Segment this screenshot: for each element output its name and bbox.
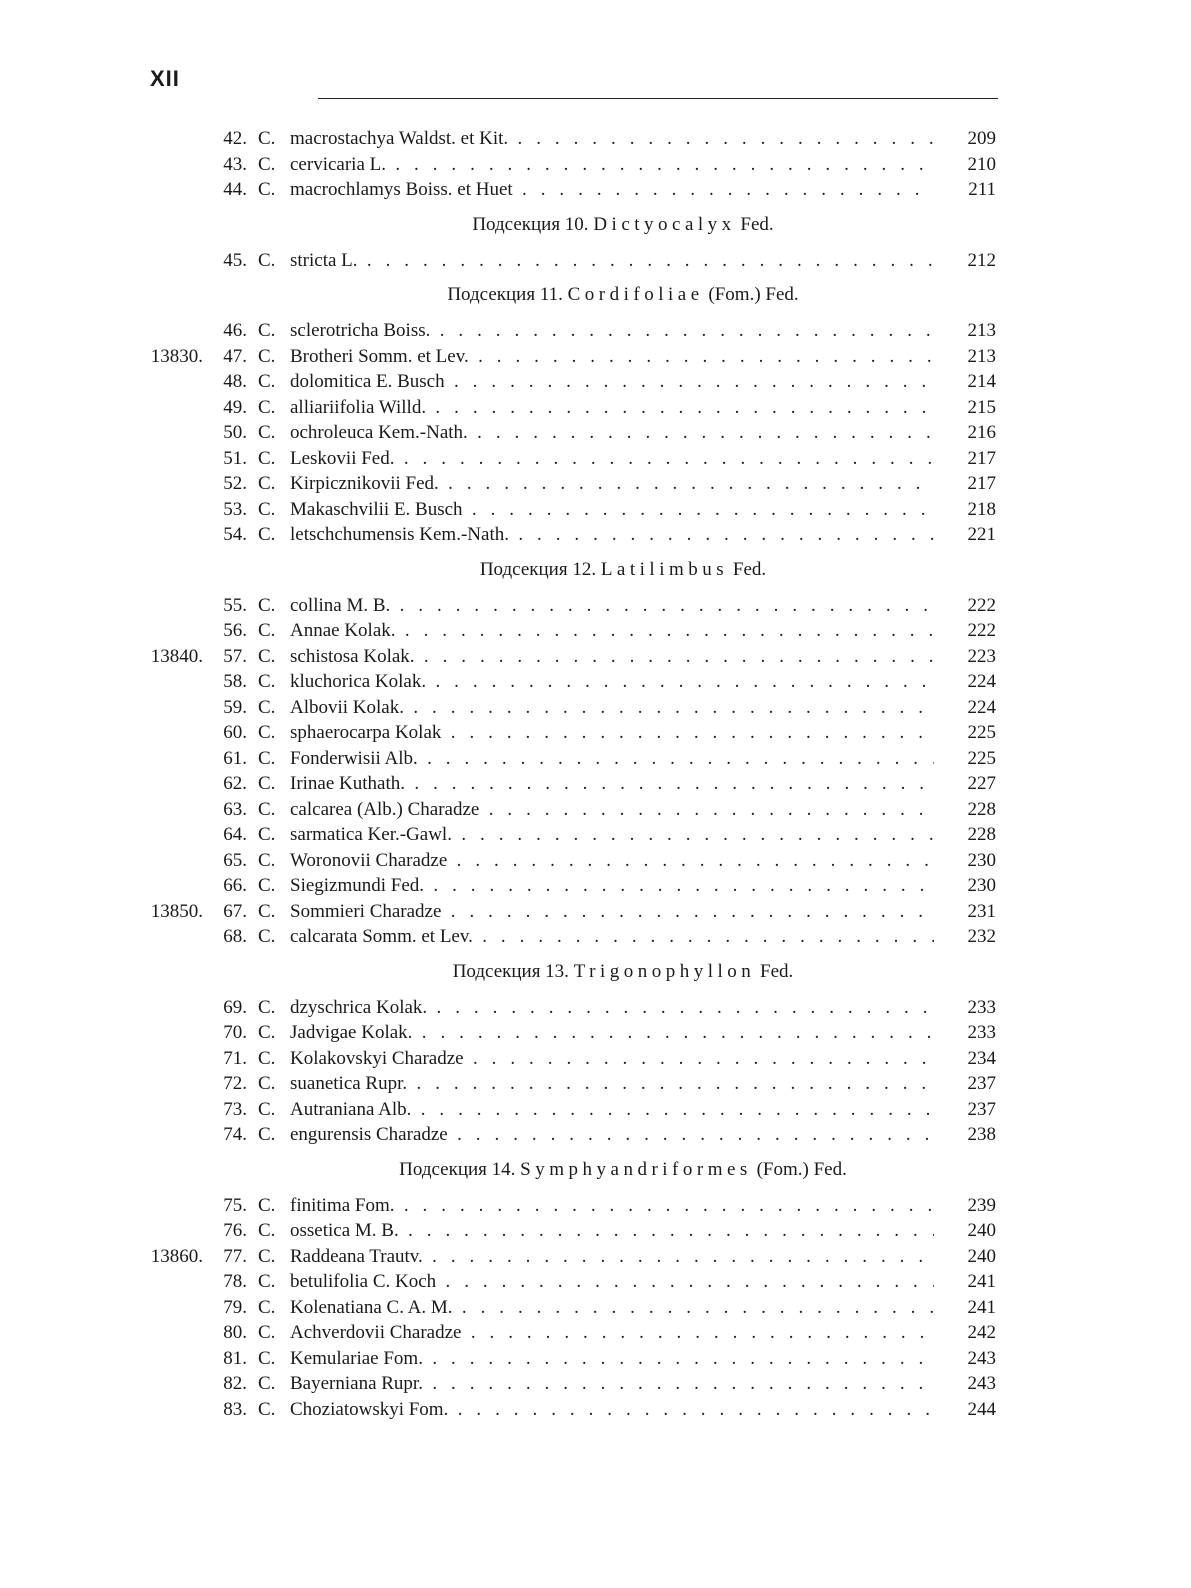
entry-number: 83. [223,1398,247,1420]
entry-species-name: Leskovii Fed. . . . [290,446,934,472]
entry-page-number: 214 [962,369,997,395]
entry-page-number: 217 [962,446,997,472]
toc-entry [0,1346,1191,1372]
entry-species-name: Raddeana Trautv. . . . [290,1244,934,1270]
toc-entry [0,1097,1191,1123]
entry-species-name: dolomitica E. Busch . . . [290,369,934,395]
entry-page-number: 237 [962,1097,997,1123]
entry-genus: C. [258,473,276,494]
entry-page-number: 242 [962,1320,997,1346]
entry-genus: C. [258,1322,276,1343]
entry-genus: C. [258,747,276,769]
entry-genus: C. [258,594,276,616]
entry-genus: C. [258,371,276,392]
toc-entry [0,1071,1191,1097]
entry-number: 49. [223,396,247,418]
toc-entry [0,1193,1191,1219]
header-rule [318,98,998,99]
entry-species-name: stricta L. . . . [290,248,934,274]
entry-number: 54. [223,524,247,545]
entry-species-name: calcarata Somm. et Lev. . . . [290,924,934,950]
entry-number: 82. [223,1373,247,1394]
entry-number: 76. [223,1220,247,1241]
entry-page-number: 222 [962,618,997,644]
entry-species-name: Sommieri Charadze . . . [290,899,934,925]
entry-species-name: suanetica Rupr. . . . [290,1071,934,1097]
entry-genus: C. [258,249,276,271]
entry-number: 59. [223,696,247,718]
entry-number: 63. [223,798,247,820]
toc-entry [0,797,1191,823]
section-prefix: Подсекция 11. [447,284,563,305]
entry-genus: C. [258,696,276,718]
toc-entry [0,995,1191,1021]
entry-number: 43. [223,153,247,175]
entry-species-name: cervicaria L. . . . [290,152,934,178]
toc-entry [0,446,1191,472]
entry-genus: C. [258,320,276,341]
entry-page-number: 224 [962,669,997,695]
entry-page-number: 230 [962,848,997,874]
entry-number: 73. [223,1098,247,1120]
entry-page-number: 211 [962,177,996,203]
entry-page-number: 233 [962,995,997,1021]
entry-species-name: Bayerniana Rupr. . . . [290,1371,934,1397]
entry-species-name: kluchorica Kolak. . . . [290,669,934,695]
toc-entry [0,720,1191,746]
entry-species-name: sarmatica Ker.-Gawl. . . . [290,822,934,848]
toc-entry [0,1269,1191,1295]
section-prefix: Подсекция 12. [479,558,597,580]
entry-species-name: Kolenatiana C. A. M. . . . [290,1295,934,1321]
toc-entry [0,848,1191,874]
entry-page-number: 238 [962,1122,997,1148]
section-heading [0,280,1191,310]
entry-species-name: Kirpicznikovii Fed. . . . [290,471,934,497]
section-name: Cordifoliae [567,284,704,305]
entry-number: 75. [223,1194,247,1216]
entry-number: 50. [223,422,247,443]
entry-page-number: 218 [962,497,997,523]
entry-species-name: Jadvigae Kolak. . . . [290,1020,934,1046]
entry-number: 60. [223,722,247,743]
entry-number: 58. [223,671,247,692]
entry-species-name: Achverdovii Charadze . . . [290,1320,934,1346]
entry-page-number: 228 [962,822,997,848]
entry-page-number: 243 [962,1371,997,1397]
toc-entry [0,924,1191,950]
entry-species-name: Fonderwisii Alb. . . . [290,746,934,772]
entry-number: 70. [223,1022,247,1043]
entry-number: 53. [223,498,247,520]
toc-entry [0,369,1191,395]
entry-genus: C. [258,849,276,871]
entry-species-name: sphaerocarpa Kolak . . . [290,720,934,746]
toc-entry [0,695,1191,721]
section-name: Symphyandriformes [520,1158,752,1180]
entry-number: 45. [223,249,247,271]
entry-number: 56. [223,620,247,641]
entry-genus: C. [258,926,276,947]
entry-genus: C. [258,1347,276,1369]
entry-number: 72. [223,1073,247,1094]
entry-number: 80. [223,1322,247,1343]
entry-species-name: Annae Kolak. . . . [290,618,934,644]
entry-genus: C. [258,1220,276,1241]
entry-species-name: calcarea (Alb.) Charadze . . . [290,797,934,823]
toc-entry [0,1320,1191,1346]
entry-reference-number: 13860. [150,1245,203,1267]
entry-genus: C. [258,396,276,418]
entry-page-number: 244 [962,1397,997,1423]
entry-number: 74. [223,1124,247,1145]
entry-page-number: 213 [962,344,997,370]
entry-page-number: 232 [962,924,997,950]
section-author: Fed. [732,558,767,580]
entry-page-number: 209 [962,126,997,152]
entry-page-number: 215 [962,395,997,421]
section-prefix: Подсекция 10. [472,213,589,235]
entry-species-name: Makaschvilii E. Busch . . . [290,497,934,523]
entry-genus: C. [258,671,276,692]
entry-number: 66. [223,875,247,896]
section-author: (Fom.) Fed. [708,284,799,305]
entry-genus: C. [258,1296,276,1318]
entry-number: 55. [223,594,247,616]
toc-entry [0,1295,1191,1321]
entry-species-name: Kemulariae Fom. . . . [290,1346,934,1372]
entry-page-number: 212 [962,248,997,274]
entry-species-name: schistosa Kolak. . . . [290,644,934,670]
entry-species-name: Brotheri Somm. et Lev. . . . [290,344,934,370]
entry-genus: C. [258,722,276,743]
entry-genus: C. [258,153,276,175]
entry-genus: C. [258,996,276,1018]
entry-page-number: 237 [962,1071,997,1097]
toc-entry [0,899,1191,925]
entry-genus: C. [258,1098,276,1120]
entry-page-number: 230 [962,873,997,899]
entry-number: 65. [223,849,247,871]
entry-page-number: 222 [962,593,997,619]
entry-page-number: 224 [962,695,997,721]
entry-number: 78. [223,1271,247,1292]
entry-page-number: 213 [962,318,997,344]
toc-entry [0,318,1191,344]
toc-entry [0,395,1191,421]
section-name: Dictyocalyx [593,213,736,235]
entry-genus: C. [258,645,276,667]
entry-genus: C. [258,620,276,641]
toc-entry [0,420,1191,446]
entry-species-name: betulifolia C. Koch . . . [290,1269,934,1295]
entry-number: 64. [223,824,247,845]
page-number: XII [150,66,180,91]
toc-entry [0,1371,1191,1397]
entry-genus: C. [258,345,276,367]
entry-number: 67. [223,900,247,922]
entry-species-name: Irinae Kuthath. . . . [290,771,934,797]
toc-entry [0,126,1191,152]
entry-genus: C. [258,1398,276,1420]
toc-entry [0,669,1191,695]
entry-reference-number: 13840. [150,645,203,667]
entry-number: 51. [223,447,247,469]
entry-genus: C. [258,1373,276,1394]
entry-page-number: 228 [962,797,997,823]
entry-genus: C. [258,798,276,820]
entry-page-number: 243 [962,1346,997,1372]
toc-entry [0,1218,1191,1244]
toc-entry [0,618,1191,644]
section-prefix: Подсекция 13. [452,960,569,982]
entry-page-number: 233 [962,1020,997,1046]
entry-page-number: 223 [962,644,997,670]
entry-species-name: letschchumensis Kem.-Nath. . . . [290,522,934,548]
section-heading [0,210,1191,240]
toc-entry [0,248,1191,274]
entry-genus: C. [258,524,276,545]
toc-entry [0,1244,1191,1270]
toc-entry [0,1122,1191,1148]
entry-page-number: 216 [962,420,997,446]
entry-page-number: 240 [962,1244,997,1270]
entry-species-name: engurensis Charadze . . . [290,1122,934,1148]
entry-genus: C. [258,1245,276,1267]
section-author: Fed. [760,960,794,982]
entry-number: 48. [223,371,247,392]
toc-entry [0,873,1191,899]
entry-species-name: Autraniana Alb. . . . [290,1097,934,1123]
section-name: Latilimbus [600,558,729,580]
entry-number: 68. [223,926,247,947]
entry-page-number: 234 [962,1046,997,1072]
entry-genus: C. [258,498,276,520]
entry-page-number: 240 [962,1218,997,1244]
entry-number: 57. [223,645,247,667]
toc-entry [0,1397,1191,1423]
toc-entry [0,746,1191,772]
entry-page-number: 225 [962,746,997,772]
entry-number: 46. [223,320,247,341]
entry-genus: C. [258,128,276,149]
entry-number: 47. [223,345,247,367]
entry-page-number: 239 [962,1193,997,1219]
entry-genus: C. [258,900,276,922]
toc-entry [0,644,1191,670]
entry-genus: C. [258,1073,276,1094]
toc-entry [0,1046,1191,1072]
entry-number: 81. [223,1347,247,1369]
toc-entry [0,522,1191,548]
entry-genus: C. [258,1271,276,1292]
entry-genus: C. [258,1194,276,1216]
entry-genus: C. [258,1124,276,1145]
entry-page-number: 225 [962,720,997,746]
section-heading [0,555,1191,585]
entry-page-number: 241 [962,1295,997,1321]
entry-species-name: Woronovii Charadze . . . [290,848,934,874]
entry-species-name: macrochlamys Boiss. et Huet . . . [290,177,934,203]
entry-species-name: sclerotricha Boiss. . . . [290,318,934,344]
toc-entry [0,177,1191,203]
entry-page-number: 217 [962,471,997,497]
entry-species-name: finitima Fom. . . . [290,1193,934,1219]
section-author: (Fom.) Fed. [756,1158,847,1180]
entry-genus: C. [258,875,276,896]
entry-page-number: 221 [962,522,997,548]
entry-genus: C. [258,824,276,845]
entry-species-name: macrostachya Waldst. et Kit. . . . [290,126,934,152]
entry-species-name: alliariifolia Willd. . . . [290,395,934,421]
toc-entry [0,822,1191,848]
entry-page-number: 210 [962,152,997,178]
entry-number: 61. [223,747,247,769]
section-prefix: Подсекция 14. [399,1158,516,1180]
entry-species-name: ochroleuca Kem.-Nath. . . . [290,420,934,446]
toc-entry [0,471,1191,497]
toc-entry [0,152,1191,178]
entry-species-name: dzyschrica Kolak. . . . [290,995,934,1021]
entry-genus: C. [258,1022,276,1043]
toc-entry [0,497,1191,523]
entry-number: 42. [223,128,247,149]
toc-entry [0,1020,1191,1046]
table-of-contents [0,126,1191,1422]
entry-page-number: 227 [962,771,997,797]
entry-species-name: Choziatowskyi Fom. . . . [290,1397,934,1423]
entry-number: 69. [223,996,247,1018]
toc-entry [0,344,1191,370]
entry-number: 62. [223,773,247,794]
entry-species-name: ossetica M. B. . . . [290,1218,934,1244]
section-heading [0,1155,1191,1185]
entry-reference-number: 13830. [150,345,203,367]
entry-number: 52. [223,473,247,494]
entry-genus: C. [258,179,276,200]
entry-number: 77. [223,1245,247,1267]
entry-page-number: 241 [962,1269,997,1295]
entry-number: 79. [223,1296,247,1318]
entry-species-name: Siegizmundi Fed. . . . [290,873,934,899]
entry-number: 71. [223,1047,247,1069]
entry-genus: C. [258,773,276,794]
toc-entry [0,771,1191,797]
section-author: Fed. [740,213,774,235]
entry-species-name: Kolakovskyi Charadze . . . [290,1046,934,1072]
entry-page-number: 231 [962,899,997,925]
entry-species-name: Albovii Kolak. . . . [290,695,934,721]
entry-species-name: collina M. B. . . . [290,593,934,619]
entry-genus: C. [258,1047,276,1069]
entry-number: 44. [223,179,247,200]
entry-genus: C. [258,422,276,443]
entry-genus: C. [258,447,276,469]
toc-entry [0,593,1191,619]
entry-reference-number: 13850. [150,900,203,922]
section-name: Trigonophyllon [573,960,756,982]
section-heading [0,957,1191,987]
